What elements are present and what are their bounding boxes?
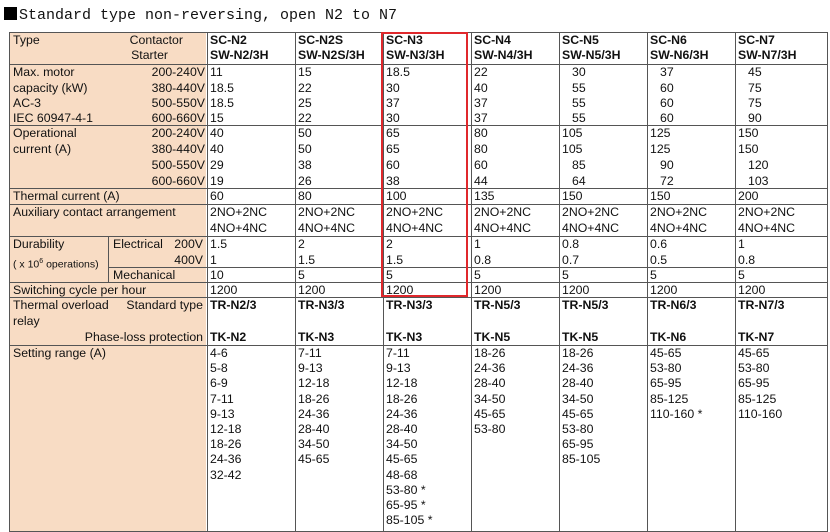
- setting-range-value: 9-13: [210, 406, 235, 421]
- model-contactor-name: SC-N5: [562, 33, 599, 47]
- motor-capacity-value: 37: [386, 96, 400, 110]
- setting-range-value: 18-26: [386, 391, 418, 406]
- model-starter-name: SW-N6/3H: [650, 48, 709, 62]
- voltage-label: 600-660V: [151, 111, 205, 125]
- motor-capacity-value: 18.5: [210, 96, 234, 110]
- setting-range-value: 18-26: [210, 437, 242, 452]
- auxiliary-contact-value: 4NO+4NC: [738, 221, 796, 235]
- model-contactor-name: SC-N7: [738, 33, 775, 47]
- durability-value: 0.8: [474, 253, 492, 267]
- relay-phase-loss-value: TK-N6: [650, 330, 687, 344]
- setting-range-value: 18-26: [474, 346, 506, 360]
- durability-value: 0.7: [562, 253, 580, 267]
- setting-range-value: 45-65: [650, 346, 682, 360]
- auxiliary-contact-value: 4NO+4NC: [386, 221, 444, 235]
- relay-phase-loss-value: TK-N2: [210, 330, 247, 344]
- setting-range-value: 24-36: [386, 406, 418, 421]
- motor-capacity-value: 22: [298, 81, 312, 95]
- operational-current-value: 50: [298, 126, 312, 140]
- operational-current-value: 90: [660, 158, 674, 172]
- motor-capacity-value: 37: [660, 65, 674, 79]
- setting-range-value: 28-40: [474, 376, 506, 391]
- setting-range-value: 28-40: [298, 422, 330, 436]
- motor-capacity-value: 60: [660, 111, 674, 125]
- header-contactor-label: Contactor: [129, 33, 183, 47]
- thermal-overload-label: Thermal overload: [13, 298, 109, 312]
- relay-standard-value: TR-N2/3: [210, 298, 257, 312]
- operational-current-value: 103: [748, 174, 769, 188]
- operational-current-value: 26: [298, 174, 312, 188]
- switching-cycle-value: 1200: [562, 283, 590, 297]
- setting-range-value: 34-50: [298, 437, 330, 452]
- setting-range-value: 9-13: [298, 361, 323, 376]
- voltage-label: 200-240V: [151, 65, 205, 79]
- auxiliary-contact-value: 2NO+2NC: [650, 205, 708, 219]
- thermal-current-value: 80: [298, 189, 312, 203]
- setting-range-value: 53-80: [650, 361, 682, 376]
- ops-prefix: ( x 10: [13, 258, 40, 271]
- setting-range-value: 53-80: [474, 422, 506, 436]
- motor-capacity-value: 30: [386, 111, 400, 125]
- relay-standard-value: TR-N3/3: [298, 298, 345, 312]
- auxiliary-contact-value: 2NO+2NC: [738, 205, 796, 219]
- motor-capacity-value: 75: [748, 81, 762, 95]
- voltage-label: 600-660V: [151, 174, 205, 188]
- durability-value: 5: [474, 268, 481, 282]
- setting-range-value: 24-36: [210, 452, 242, 467]
- auxiliary-contact-value: 2NO+2NC: [386, 205, 444, 219]
- header-starter-label: Starter: [131, 48, 168, 62]
- switching-cycle-value: 1200: [474, 283, 502, 297]
- motor-capacity-value: 30: [386, 81, 400, 95]
- setting-range-value: 45-65: [562, 406, 594, 421]
- setting-range-value: 34-50: [474, 391, 506, 406]
- motor-capacity-value: 22: [298, 111, 312, 125]
- motor-capacity-value: 18.5: [386, 65, 410, 79]
- model-starter-name: SW-N2S/3H: [298, 48, 365, 62]
- model-starter-name: SW-N5/3H: [562, 48, 621, 62]
- relay-standard-value: TR-N6/3: [650, 298, 697, 312]
- motor-capacity-value: 30: [572, 65, 586, 79]
- setting-range-value: 85-125: [650, 391, 689, 406]
- column-divider: [108, 236, 109, 282]
- auxiliary-contact-label: Auxiliary contact arrangement: [13, 205, 176, 219]
- model-starter-name: SW-N2/3H: [210, 48, 269, 62]
- auxiliary-contact-value: 4NO+4NC: [650, 221, 708, 235]
- durability-value: 1: [738, 237, 745, 251]
- operational-current-value: 125: [650, 126, 671, 140]
- setting-range-value: 65-95: [738, 376, 770, 391]
- auxiliary-contact-value: 2NO+2NC: [474, 205, 532, 219]
- motor-capacity-value: 15: [210, 111, 224, 125]
- operational-current-value: 150: [738, 142, 759, 156]
- motor-capacity-value: 15: [298, 65, 312, 79]
- setting-range-value: 7-11: [298, 346, 322, 360]
- setting-range-label: Setting range (A): [13, 346, 106, 360]
- setting-range-value: 110-160: [738, 406, 783, 421]
- setting-range-value: 5-8: [210, 361, 228, 376]
- setting-range-value: 65-95: [650, 376, 682, 391]
- durability-value: 5: [738, 268, 745, 282]
- motor-capacity-value: 60: [660, 81, 674, 95]
- durability-value: 5: [650, 268, 657, 282]
- operational-current-value: 60: [474, 158, 488, 172]
- setting-range-value: 7-11: [386, 346, 410, 360]
- highlight-box-sc-n3: [381, 32, 468, 297]
- thermal-current-value: 150: [650, 189, 671, 203]
- column-divider: [827, 32, 828, 532]
- column-divider: [207, 32, 208, 532]
- operational-current-value: 65: [386, 126, 400, 140]
- auxiliary-contact-value: 2NO+2NC: [298, 205, 356, 219]
- operational-current-value: 120: [748, 158, 769, 172]
- motor-capacity-value: 37: [474, 96, 488, 110]
- operational-current-value: 85: [572, 158, 586, 172]
- operational-current-value: 65: [386, 142, 400, 156]
- motor-capacity-value: 75: [748, 96, 762, 110]
- durability-label: Durability: [13, 237, 65, 251]
- motor-capacity-value: 18.5: [210, 81, 234, 95]
- voltage-label: 380-440V: [151, 142, 205, 156]
- column-divider: [559, 32, 560, 532]
- setting-range-value: 12-18: [210, 422, 242, 436]
- switching-cycle-value: 1200: [738, 283, 766, 297]
- operational-current-value: 72: [660, 174, 674, 188]
- durability-value: 2: [298, 237, 305, 251]
- setting-range-value: 18-26: [298, 391, 330, 406]
- model-contactor-name: SC-N2: [210, 33, 247, 47]
- motor-capacity-value: 90: [748, 111, 762, 125]
- setting-range-value: 28-40: [562, 376, 594, 391]
- relay-phase-loss-value: TK-N3: [386, 330, 423, 344]
- model-starter-name: SW-N7/3H: [738, 48, 797, 62]
- setting-range-value: 24-36: [562, 361, 594, 376]
- column-divider: [295, 32, 296, 532]
- relay-phase-loss-value: TK-N5: [474, 330, 511, 344]
- setting-range-value: 85-105: [562, 452, 601, 467]
- ops-suffix: operations): [43, 258, 99, 271]
- motor-capacity-value: 11: [210, 65, 223, 79]
- relay-label: relay: [13, 314, 40, 328]
- setting-range-value: 12-18: [298, 376, 330, 391]
- column-divider: [647, 32, 648, 532]
- thermal-current-value: 100: [386, 189, 407, 203]
- model-contactor-name: SC-N2S: [298, 33, 344, 47]
- voltage-label: 500-550V: [151, 96, 205, 110]
- thermal-current-value: 150: [562, 189, 583, 203]
- setting-range-value: 48-68: [386, 467, 418, 482]
- ops-exponent: 6: [39, 258, 44, 265]
- auxiliary-contact-value: 2NO+2NC: [562, 205, 620, 219]
- switching-cycle-value: 1200: [210, 283, 238, 297]
- durability-value: 1.5: [386, 253, 404, 267]
- column-divider: [735, 32, 736, 532]
- operational-current-label: current (A): [13, 142, 72, 156]
- auxiliary-contact-value: 4NO+4NC: [474, 221, 532, 235]
- setting-range-value: 110-160 *: [650, 406, 703, 421]
- motor-capacity-value: 37: [474, 111, 488, 125]
- header-type-label: Type: [13, 33, 40, 47]
- relay-phase-loss-value: TK-N7: [738, 330, 775, 344]
- durability-value: 5: [562, 268, 569, 282]
- durability-value: 0.8: [738, 253, 756, 267]
- auxiliary-contact-value: 4NO+4NC: [298, 221, 356, 235]
- setting-range-value: 45-65: [738, 346, 770, 360]
- switching-cycle-label: Switching cycle per hour: [13, 283, 147, 297]
- switching-cycle-value: 1200: [386, 283, 414, 297]
- operational-current-value: 125: [650, 142, 671, 156]
- setting-range-value: 34-50: [386, 437, 418, 452]
- setting-range-value: 7-11: [210, 391, 234, 406]
- relay-standard-value: TR-N3/3: [386, 298, 433, 312]
- motor-capacity-value: 40: [474, 81, 488, 95]
- switching-cycle-value: 1200: [298, 283, 326, 297]
- durability-value: 0.8: [562, 237, 580, 251]
- motor-capacity-label: capacity (kW): [13, 81, 88, 95]
- column-divider: [9, 32, 10, 532]
- motor-capacity-value: 22: [474, 65, 488, 79]
- relay-phase-loss-value: TK-N3: [298, 330, 335, 344]
- durability-value: 5: [298, 268, 305, 282]
- operational-current-value: 80: [474, 142, 488, 156]
- motor-capacity-value: 45: [748, 65, 762, 79]
- durability-value: 2: [386, 237, 393, 251]
- setting-range-value: 34-50: [562, 391, 594, 406]
- operational-current-value: 60: [386, 158, 400, 172]
- operational-current-value: 44: [474, 174, 488, 188]
- model-contactor-name: SC-N6: [650, 33, 687, 47]
- motor-capacity-value: 55: [572, 96, 586, 110]
- operational-current-value: 29: [210, 158, 224, 172]
- setting-range-value: 45-65: [474, 406, 506, 421]
- setting-range-value: 9-13: [386, 361, 411, 376]
- motor-capacity-value: 55: [572, 111, 586, 125]
- operational-current-value: 19: [210, 174, 224, 188]
- setting-range-value: 12-18: [386, 376, 418, 391]
- setting-range-value: 85-105 *: [386, 513, 433, 528]
- thermal-current-value: 200: [738, 189, 759, 203]
- setting-range-value: 53-80 *: [386, 482, 426, 497]
- thermal-current-value: 60: [210, 189, 224, 203]
- setting-range-value: 4-6: [210, 346, 228, 360]
- thermal-current-value: 135: [474, 189, 495, 203]
- relay-standard-value: TR-N5/3: [562, 298, 609, 312]
- model-contactor-name: SC-N3: [386, 33, 423, 47]
- model-starter-name: SW-N3/3H: [386, 48, 445, 62]
- operational-current-value: 38: [386, 174, 400, 188]
- setting-range-value: 53-80: [738, 361, 770, 376]
- motor-capacity-value: 25: [298, 96, 312, 110]
- operational-current-value: 40: [210, 142, 224, 156]
- setting-range-value: 45-65: [298, 452, 330, 467]
- setting-range-value: 24-36: [474, 361, 506, 376]
- motor-capacity-label: AC-3: [13, 96, 42, 110]
- relay-phase-loss-value: TK-N5: [562, 330, 599, 344]
- setting-range-value: 65-95 *: [386, 498, 426, 512]
- operational-current-value: 105: [562, 126, 583, 140]
- operational-current-value: 50: [298, 142, 312, 156]
- durability-value: 10: [210, 268, 224, 282]
- operational-current-value: 80: [474, 126, 488, 140]
- voltage-label: 500-550V: [151, 158, 205, 172]
- durability-value: 1: [474, 237, 481, 251]
- durability-value: 0.5: [650, 253, 668, 267]
- setting-range-value: 85-125: [738, 391, 777, 406]
- setting-range-value: 6-9: [210, 376, 228, 391]
- operational-current-value: 150: [738, 126, 759, 140]
- phase-loss-label: Phase-loss protection: [84, 330, 203, 344]
- setting-range-value: 45-65: [386, 452, 418, 467]
- model-starter-name: SW-N4/3H: [474, 48, 533, 62]
- column-divider: [471, 32, 472, 532]
- voltage-label: 380-440V: [151, 81, 205, 95]
- auxiliary-contact-value: 4NO+4NC: [562, 221, 620, 235]
- switching-cycle-value: 1200: [650, 283, 678, 297]
- operational-current-value: 40: [210, 126, 224, 140]
- voltage-label: 200-240V: [151, 126, 205, 140]
- operational-current-value: 38: [298, 158, 312, 172]
- voltage-label: 400V: [174, 253, 203, 267]
- relay-standard-value: TR-N5/3: [474, 298, 521, 312]
- durability-value: 0.6: [650, 237, 668, 251]
- setting-range-value: 18-26: [562, 346, 594, 360]
- row-divider: [9, 345, 827, 346]
- durability-value: 1: [210, 253, 217, 267]
- motor-capacity-label: IEC 60947-4-1: [13, 111, 93, 125]
- operational-current-label: Operational: [13, 126, 77, 140]
- standard-type-label: Standard type: [126, 298, 203, 312]
- motor-capacity-label: Max. motor: [13, 65, 75, 79]
- relay-standard-value: TR-N7/3: [738, 298, 785, 312]
- auxiliary-contact-value: 4NO+4NC: [210, 221, 268, 235]
- setting-range-value: 65-95: [562, 437, 594, 452]
- durability-operations-note: [13, 254, 99, 273]
- electrical-label: Electrical: [113, 237, 163, 251]
- durability-value: 1.5: [210, 237, 228, 251]
- operational-current-value: 105: [562, 142, 583, 156]
- motor-capacity-value: 55: [572, 81, 586, 95]
- setting-range-value: 32-42: [210, 467, 242, 482]
- durability-value: 1.5: [298, 253, 316, 267]
- setting-range-value: 53-80: [562, 422, 594, 436]
- operational-current-value: 64: [572, 174, 586, 188]
- row-divider: [9, 297, 827, 298]
- durability-value: 5: [386, 268, 393, 282]
- auxiliary-contact-value: 2NO+2NC: [210, 205, 268, 219]
- thermal-current-label: Thermal current (A): [13, 189, 120, 203]
- mechanical-label: Mechanical: [113, 268, 176, 282]
- setting-range-value: 24-36: [298, 406, 330, 421]
- motor-capacity-value: 60: [660, 96, 674, 110]
- model-contactor-name: SC-N4: [474, 33, 511, 47]
- setting-range-value: 28-40: [386, 422, 418, 436]
- section-title-text: Standard type non-reversing, open N2 to N7: [19, 7, 398, 24]
- voltage-label: 200V: [174, 237, 203, 251]
